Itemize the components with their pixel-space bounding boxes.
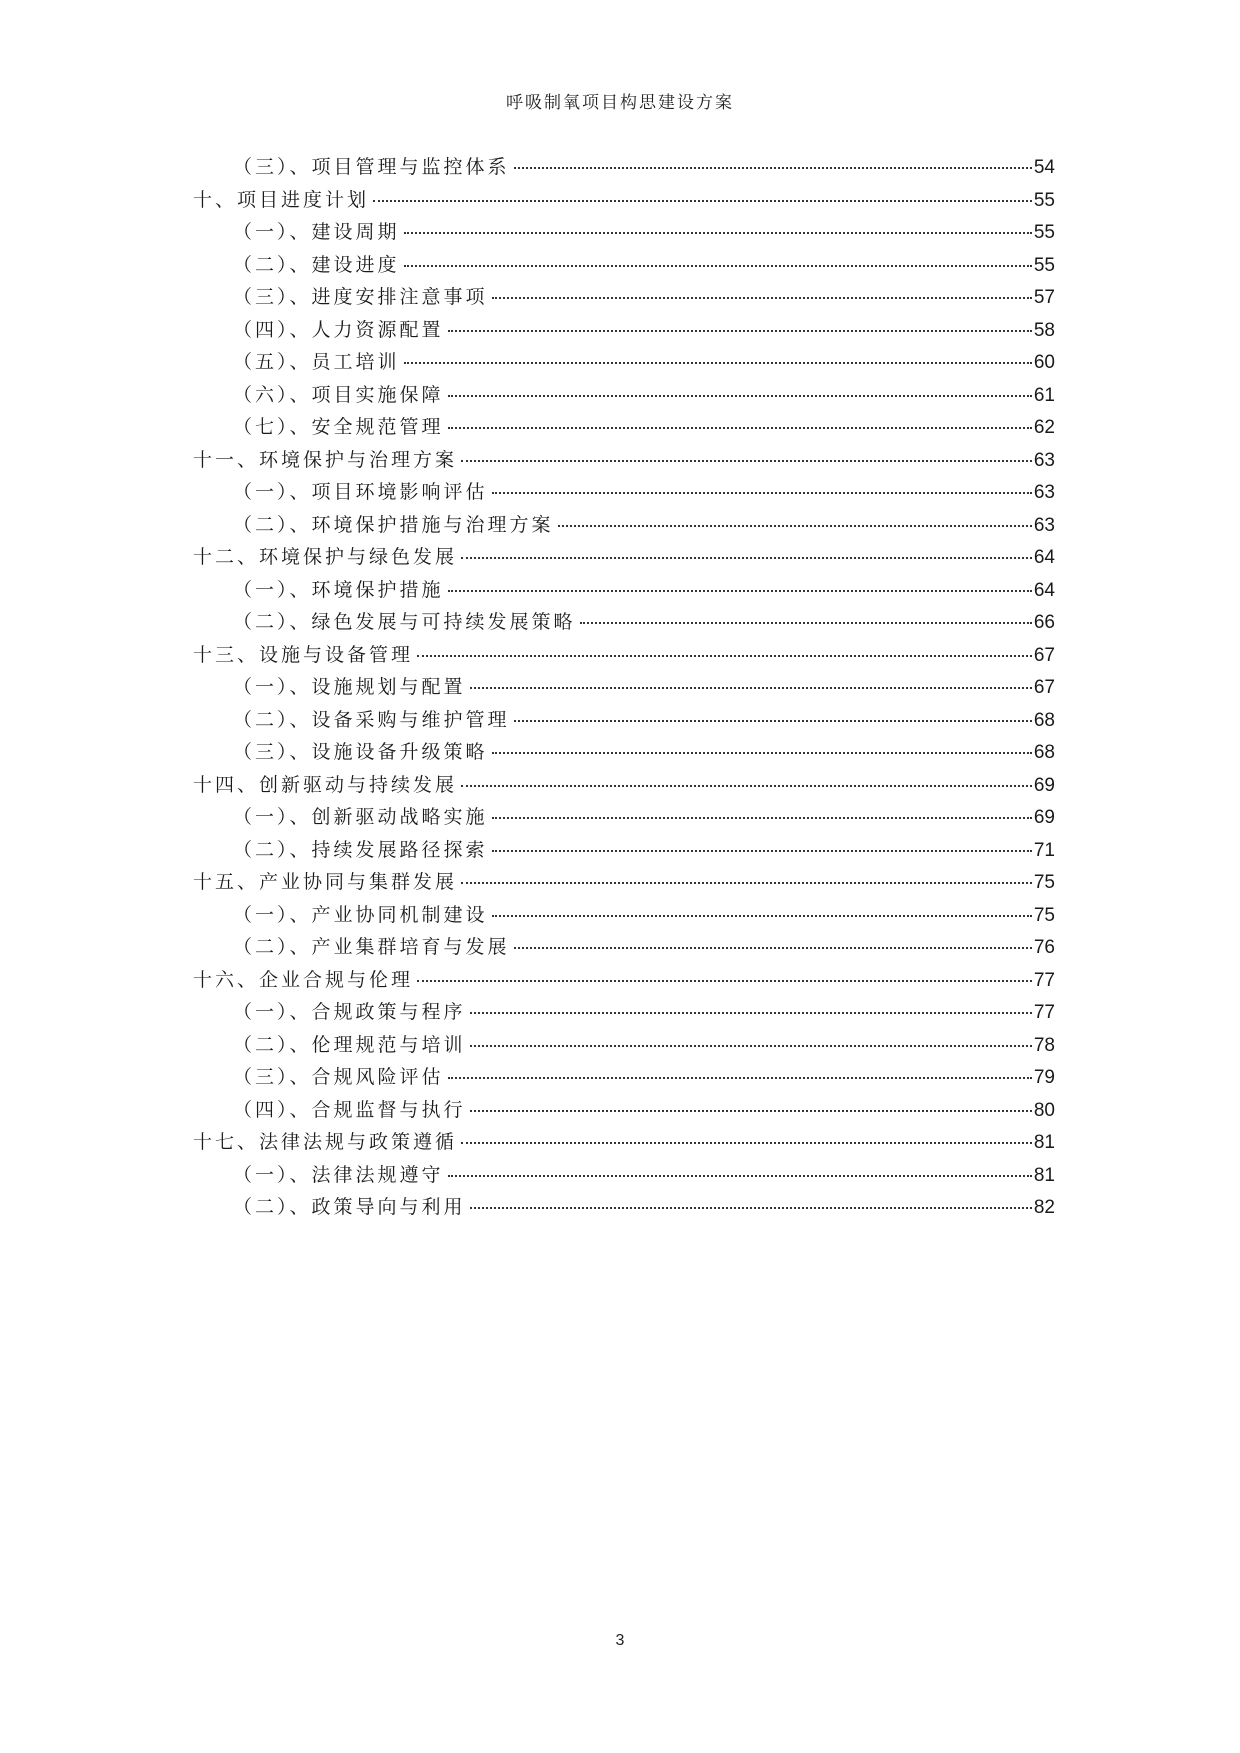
toc-entry-page: 77 — [1033, 969, 1055, 991]
toc-dot-leader — [448, 427, 1032, 429]
toc-entry-title: （一）、建设周期 — [233, 221, 400, 243]
toc-entry-title: （二）、设备采购与维护管理 — [233, 708, 510, 731]
toc-entry-title: （三）、设施设备升级策略 — [233, 741, 488, 763]
toc-entry-page: 67 — [1033, 644, 1055, 666]
toc-section-entry[interactable] — [193, 1192, 1055, 1225]
toc-entry-title: 十二、环境保护与绿色发展 — [193, 546, 458, 568]
toc-entry-title: （二）、持续发展路径探索 — [233, 838, 488, 861]
toc-entry-page: 71 — [1033, 839, 1055, 861]
toc-section-entry[interactable] — [193, 250, 1055, 283]
toc-dot-leader — [492, 915, 1032, 917]
toc-entry-title: （一）、项目环境影响评估 — [233, 481, 488, 503]
toc-dot-leader — [461, 460, 1032, 462]
toc-entry-page: 63 — [1033, 449, 1055, 471]
toc-dot-leader — [461, 785, 1032, 787]
toc-section-entry[interactable] — [193, 380, 1055, 413]
toc-entry-page: 64 — [1033, 579, 1055, 601]
toc-dot-leader — [470, 1012, 1032, 1014]
toc-entry-page: 62 — [1033, 417, 1055, 438]
toc-dot-leader — [492, 850, 1032, 852]
toc-entry-page: 68 — [1033, 709, 1055, 731]
toc-entry-title: （三）、合规风险评估 — [233, 1066, 444, 1088]
toc-entry-title: （二）、伦理规范与培训 — [233, 1033, 466, 1056]
toc-dot-leader — [514, 720, 1032, 722]
toc-section-entry[interactable] — [193, 217, 1055, 250]
toc-section-entry[interactable] — [193, 1062, 1055, 1095]
toc-dot-leader — [448, 395, 1032, 397]
toc-section-entry[interactable] — [193, 412, 1055, 445]
toc-dot-leader — [470, 1207, 1032, 1209]
toc-entry-page: 79 — [1033, 1067, 1055, 1088]
toc-entry-title: （五）、员工培训 — [233, 351, 400, 373]
toc-entry-title: 十四、创新驱动与持续发展 — [193, 773, 458, 796]
toc-chapter-entry[interactable] — [193, 1127, 1055, 1160]
toc-dot-leader — [417, 655, 1032, 657]
toc-entry-page: 81 — [1033, 1132, 1055, 1153]
toc-dot-leader — [492, 297, 1032, 299]
toc-dot-leader — [373, 200, 1032, 202]
toc-entry-title: （七）、安全规范管理 — [233, 416, 444, 438]
toc-entry-title: （六）、项目实施保障 — [233, 383, 444, 406]
toc-dot-leader — [470, 1110, 1032, 1112]
toc-dot-leader — [470, 1045, 1032, 1047]
toc-section-entry[interactable] — [193, 900, 1055, 933]
toc-entry-page: 66 — [1033, 612, 1055, 633]
toc-dot-leader — [404, 265, 1032, 267]
toc-section-entry[interactable] — [193, 607, 1055, 640]
toc-dot-leader — [404, 232, 1032, 234]
toc-dot-leader — [404, 362, 1032, 364]
toc-entry-title: （二）、政策导向与利用 — [233, 1196, 466, 1218]
toc-entry-page: 75 — [1033, 904, 1055, 926]
toc-entry-page: 78 — [1033, 1034, 1055, 1056]
toc-entry-title: （一）、产业协同机制建设 — [233, 903, 488, 926]
toc-entry-page: 80 — [1033, 1099, 1055, 1121]
toc-section-entry[interactable] — [193, 737, 1055, 770]
toc-section-entry[interactable] — [193, 575, 1055, 608]
toc-dot-leader — [470, 687, 1032, 689]
toc-chapter-entry[interactable] — [193, 965, 1055, 998]
toc-chapter-entry[interactable] — [193, 770, 1055, 803]
toc-dot-leader — [492, 817, 1032, 819]
toc-entry-page: 58 — [1033, 319, 1055, 341]
toc-entry-title: 十三、设施与设备管理 — [193, 643, 414, 666]
toc-entry-title: （一）、设施规划与配置 — [233, 676, 466, 698]
toc-dot-leader — [448, 1077, 1032, 1079]
toc-section-entry[interactable] — [193, 152, 1055, 185]
toc-dot-leader — [448, 330, 1032, 332]
toc-entry-title: （二）、绿色发展与可持续发展策略 — [233, 611, 576, 633]
toc-entry-title: （一）、合规政策与程序 — [233, 1001, 466, 1023]
toc-section-entry[interactable] — [193, 282, 1055, 315]
toc-section-entry[interactable] — [193, 347, 1055, 380]
toc-entry-title: （二）、建设进度 — [233, 253, 400, 276]
table-of-contents — [193, 152, 1055, 1225]
toc-entry-title: （一）、创新驱动战略实施 — [233, 806, 488, 828]
toc-dot-leader — [448, 590, 1032, 592]
toc-entry-page: 55 — [1033, 189, 1055, 211]
toc-entry-title: 十一、环境保护与治理方案 — [193, 448, 458, 471]
toc-entry-title: （一）、环境保护措施 — [233, 578, 444, 601]
toc-section-entry[interactable] — [193, 672, 1055, 705]
toc-section-entry[interactable] — [193, 1095, 1055, 1128]
toc-section-entry[interactable] — [193, 997, 1055, 1030]
toc-dot-leader — [514, 167, 1032, 169]
toc-dot-leader — [492, 492, 1032, 494]
toc-entry-page: 81 — [1033, 1164, 1055, 1186]
toc-entry-page: 60 — [1033, 352, 1055, 373]
toc-chapter-entry[interactable] — [193, 445, 1055, 478]
toc-dot-leader — [461, 1142, 1032, 1144]
toc-dot-leader — [580, 622, 1032, 624]
toc-entry-page: 54 — [1033, 157, 1055, 178]
toc-chapter-entry[interactable] — [193, 542, 1055, 575]
toc-entry-page: 69 — [1033, 774, 1055, 796]
toc-dot-leader — [492, 752, 1032, 754]
toc-entry-page: 69 — [1033, 807, 1055, 828]
toc-entry-title: （三）、项目管理与监控体系 — [233, 156, 510, 178]
toc-entry-page: 75 — [1033, 872, 1055, 893]
toc-dot-leader — [461, 557, 1032, 559]
toc-entry-page: 67 — [1033, 677, 1055, 698]
toc-entry-title: （四）、人力资源配置 — [233, 318, 444, 341]
toc-dot-leader — [514, 947, 1032, 949]
toc-chapter-entry[interactable] — [193, 185, 1055, 218]
toc-entry-page: 68 — [1033, 742, 1055, 763]
toc-entry-title: （三）、进度安排注意事项 — [233, 286, 488, 308]
page-header-title: 呼吸制氧项目构思建设方案 — [506, 93, 734, 113]
toc-dot-leader — [417, 980, 1032, 982]
toc-entry-title: （二）、环境保护措施与治理方案 — [233, 513, 554, 536]
toc-section-entry[interactable] — [193, 510, 1055, 543]
toc-section-entry[interactable] — [193, 315, 1055, 348]
toc-section-entry[interactable] — [193, 1160, 1055, 1193]
toc-entry-title: （一）、法律法规遵守 — [233, 1163, 444, 1186]
toc-entry-title: 十七、法律法规与政策遵循 — [193, 1131, 458, 1153]
toc-entry-page: 63 — [1033, 514, 1055, 536]
toc-chapter-entry[interactable] — [193, 640, 1055, 673]
toc-section-entry[interactable] — [193, 932, 1055, 965]
toc-entry-page: 61 — [1033, 384, 1055, 406]
toc-section-entry[interactable] — [193, 477, 1055, 510]
toc-entry-page: 64 — [1033, 547, 1055, 568]
toc-section-entry[interactable] — [193, 1030, 1055, 1063]
toc-entry-page: 76 — [1033, 937, 1055, 958]
toc-entry-title: 十六、企业合规与伦理 — [193, 968, 414, 991]
toc-entry-page: 82 — [1033, 1197, 1055, 1218]
toc-dot-leader — [461, 882, 1032, 884]
toc-entry-page: 55 — [1033, 254, 1055, 276]
toc-entry-title: 十五、产业协同与集群发展 — [193, 871, 458, 893]
toc-entry-page: 63 — [1033, 482, 1055, 503]
toc-dot-leader — [558, 525, 1032, 527]
toc-entry-page: 77 — [1033, 1002, 1055, 1023]
toc-chapter-entry[interactable] — [193, 867, 1055, 900]
toc-section-entry[interactable] — [193, 705, 1055, 738]
toc-entry-page: 55 — [1033, 222, 1055, 243]
page-number: 3 — [615, 1632, 625, 1649]
toc-entry-title: （四）、合规监督与执行 — [233, 1098, 466, 1121]
toc-entry-page: 57 — [1033, 287, 1055, 308]
toc-entry-title: 十、项目进度计划 — [193, 188, 370, 211]
toc-section-entry[interactable] — [193, 835, 1055, 868]
toc-entry-title: （二）、产业集群培育与发展 — [233, 936, 510, 958]
toc-section-entry[interactable] — [193, 802, 1055, 835]
toc-dot-leader — [448, 1175, 1032, 1177]
